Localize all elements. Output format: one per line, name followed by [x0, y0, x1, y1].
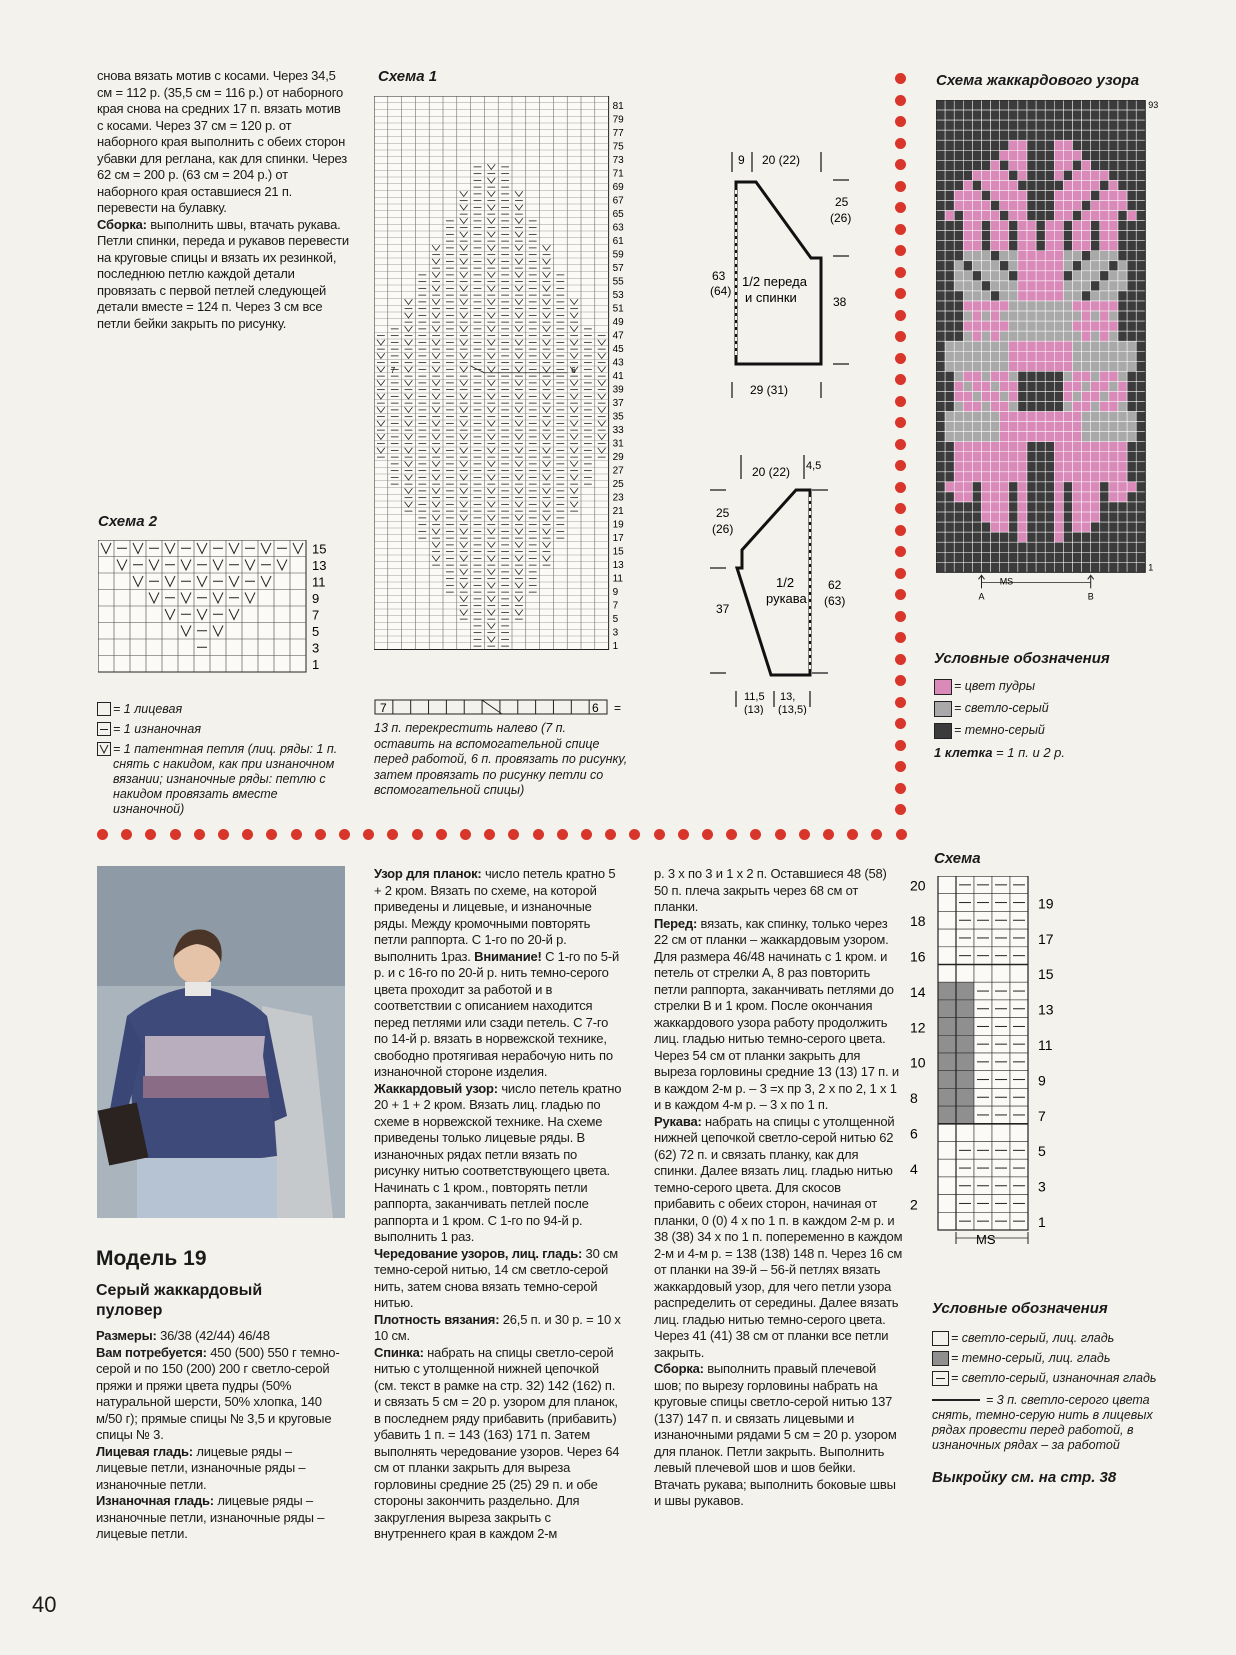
- divider-dot: [823, 829, 834, 840]
- cross-description: 13 п. перекрестить налево (7 п. оставить на вспомогательной спице перед работой, 6 п. провязать по рисунку, затем провязать по рисунку петли со вспомогательной спицы): [374, 721, 628, 797]
- col3-para-3: Рукава: набрать на спицы с утолщенной нижней цепочкой светло-серой нитью 62 (62) 72 п. и связать планку, как для спинки. Далее вязать лиц. гладью нитью темно-серого цвета. Для скосов прибавить с обеих сторон, начиная от планки, 0 (0) 4 х по 1 п. в каждом 2-м р. и 38 (38) 34 х по 1 п. попеременно в каждом 2-м и 4-м р. = 138 (138) 148 п. Через 16 см от планки на 39-й – 56-й петлях вязать жаккардовый узор, для чего петли узора распределить от середины. Далее вязать лиц. гладью нитью темно-серого цвета. Через 41 (41) 38 см от планки все петли закрыть.: [654, 1113, 903, 1360]
- scheme1-row-label: 3: [612, 627, 619, 639]
- scheme3-left-row-label: 8: [910, 1090, 918, 1107]
- scheme1-row-label: 23: [612, 492, 624, 504]
- col3-para-4: Сборка: выполнить правый плечевой шов; по вырезу горловины набрать на круговые спицы светло-серой нитью 137 (137) 147 п. и связать лицевыми и изнаночными рядами 5 см = 20 р. узором для планок. Петли закрыть. Выполнить левый плечевой шов и шов бейки. Втачать рукава; выполнить боковые швы и швы рукавов.: [654, 1361, 897, 1508]
- divider-dot: [629, 829, 640, 840]
- divider-dot: [557, 829, 568, 840]
- sleeve-top-width: 20 (22): [752, 465, 791, 479]
- scheme3-right-row-label: 7: [1038, 1107, 1046, 1124]
- divider-dot: [895, 267, 906, 278]
- divider-dot: [194, 829, 205, 840]
- purl-symbol-icon: [97, 722, 111, 736]
- scheme1-row-label: 47: [612, 330, 624, 342]
- divider-dot: [895, 611, 906, 622]
- divider-dot: [895, 783, 906, 794]
- jacquard-chart: [936, 100, 1166, 630]
- divider-dot: [895, 95, 906, 106]
- divider-dot: [895, 288, 906, 299]
- divider-dot: [460, 829, 471, 840]
- scheme1-row-label: 35: [612, 411, 624, 423]
- scheme1-row-label: 43: [612, 357, 624, 369]
- legend-knit: [97, 702, 347, 717]
- scheme3-right-row-label: 13: [1038, 1001, 1054, 1018]
- scheme2-row-label: 3: [312, 640, 320, 656]
- sleeve-label-1: 1/2: [776, 575, 795, 590]
- slip-line-icon: [932, 1399, 980, 1401]
- divider-dot: [895, 331, 906, 342]
- scheme1-row-label: 57: [612, 263, 624, 275]
- sleeve-cap-depth: 25: [716, 506, 730, 520]
- body-label-1: 1/2 переда: [742, 274, 807, 289]
- divider-dot: [895, 804, 906, 815]
- legend-brioche: [97, 742, 347, 817]
- divider-dot: [387, 829, 398, 840]
- divider-dot: [145, 829, 156, 840]
- divider-dot: [484, 829, 495, 840]
- scheme3-title: Схема: [934, 850, 981, 867]
- divider-dot: [799, 829, 810, 840]
- divider-dot: [895, 396, 906, 407]
- cross-equals: =: [614, 701, 622, 715]
- body-half-width: 29 (31): [750, 383, 789, 397]
- scheme2-row-label: 9: [312, 591, 320, 606]
- cell-note: [934, 745, 1174, 760]
- divider-dot: [895, 632, 906, 643]
- col2-para-2: Жаккардовый узор: число петель кратно 20 + 1 + 2 кром. Вязать лиц. гладью по схеме в норвежской технике. На схеме приведены только лицевые ряды. В изнаночных рядах петли вязать по рисунку нитью соответствующего цвета. Начинать с 1 кром., повторять петли раппорта, заканчивать петлей после раппорта и 1 кром. С 1-го по 94-й р. выполнить 1 раз.: [374, 1080, 622, 1244]
- divider-dot: [895, 460, 906, 471]
- divider-dot: [895, 310, 906, 321]
- divider-dot: [363, 829, 374, 840]
- legend-darkgray-text: = темно-серый: [954, 723, 1045, 737]
- divider-dot: [895, 439, 906, 450]
- scheme2-row-label: 7: [312, 607, 320, 623]
- scheme1-row-label: 5: [612, 614, 619, 626]
- divider-dot: [266, 829, 277, 840]
- legend-purl: [97, 722, 347, 737]
- scheme3-right-row-label: 1: [1038, 1214, 1046, 1230]
- divider-dot: [315, 829, 326, 840]
- divider-dot: [895, 761, 906, 772]
- divider-dot: [581, 829, 592, 840]
- col2-para-1: Узор для планок: число петель кратно 5 + 2 кром. Вязать по схеме, на которой приведены и лицевые, и изнаночные ряды. Между кромочными повторять петли раппорта. С 1-го по 20-й р. выполнить 1раз. Внимание! С 1-го по 5-й р. и с 16-го по 20-й р. нить темно-серого цвета проходит за работой и в соответствии с описанием находится перед петлями или сзади петель. С 7-го по 14-й р. вязать в норвежской технике, свободно протягивая нерабочую нить по изнаночной стороне изделия.: [374, 866, 620, 1079]
- legend-light-knit: = светло-серый, лиц. гладь: [932, 1331, 1172, 1346]
- divider-dot: [895, 181, 906, 192]
- sleeve-underarm-length: 37: [716, 602, 730, 616]
- scheme1-row-label: 21: [612, 506, 624, 518]
- legend-bottom: [932, 1300, 1172, 1486]
- scheme1-row-label: 51: [612, 303, 624, 315]
- divider-dot: [896, 829, 907, 840]
- scheme3-left-row-label: 2: [910, 1196, 918, 1213]
- scheme2-row-label: 5: [312, 624, 320, 639]
- scheme1-row-label: 45: [612, 344, 624, 356]
- divider-dot: [895, 245, 906, 256]
- legend-color-lightgray: [934, 701, 1174, 717]
- sleeve-cuff-width: 11,5: [744, 691, 765, 703]
- divider-dot: [895, 675, 906, 686]
- divider-dot: [895, 568, 906, 579]
- scheme1-row-label: 63: [612, 222, 624, 234]
- scheme1-row-label: 17: [612, 533, 624, 545]
- scheme3-right-row-label: 19: [1038, 895, 1054, 912]
- assembly-label: Сборка:: [97, 216, 147, 232]
- sleeve-top-small: 4,5: [806, 460, 822, 472]
- scheme1-row-label: 69: [612, 182, 624, 194]
- legend-light-purl: = светло-серый, изнаночная гладь: [932, 1371, 1172, 1386]
- divider-dot: [895, 546, 906, 557]
- jacquard-ms-label: MS: [999, 576, 1014, 587]
- arrow-a-label: A: [978, 591, 985, 602]
- col2-para-5: Спинка: набрать на спицы светло-серой нитью с утолщенной нижней цепочкой (см. текст в рамке на стр. 32) 142 (162) п. и связать 5 см = 20 р. узором для планок, в последнем ряду прибавить (прибавить) убавить 1 п. = 143 (163) 171 п. Затем выполнять чередование узоров. Через 64 см от планки закрыть для выреза горловины средние 25 (25) 29 п. и обе стороны закончить раздельно. Для закругления выреза закрыть с внутреннего края в каждом 2-м: [374, 1344, 620, 1541]
- knit-symbol-icon: [97, 702, 111, 716]
- scheme1-row-label: 53: [612, 290, 624, 302]
- divider-dot: [412, 829, 423, 840]
- divider-dot: [750, 829, 761, 840]
- legend-slip-note: = 3 п. светло-серого цвета снять, темно-серую нить в лицевых рядах провести перед работой, в изнаночных рядах – за работой: [932, 1393, 1153, 1452]
- scheme1-row-label: 37: [612, 398, 624, 410]
- scheme3-grid: [910, 876, 1060, 1266]
- legend-lightgray-text: = светло-серый: [954, 701, 1049, 715]
- scheme3-right-row-label: 15: [1038, 966, 1054, 983]
- divider-dot: [97, 829, 108, 840]
- legend-brioche-text: = 1 патентная петля (лиц. ряды: 1 п. снять с накидом, как при изнаночном вязании; изнаночные ряды: петлю с накидом провязать вместе изнаночной): [113, 742, 338, 816]
- scheme2-row-label: 11: [312, 574, 326, 590]
- divider-dot: [654, 829, 665, 840]
- instructions-col3: [654, 866, 904, 1510]
- scheme2-title: Схема 2: [98, 513, 158, 530]
- pink-swatch-icon: [934, 679, 952, 695]
- body-neck-width: 9: [738, 153, 745, 167]
- scheme1-grid: [374, 96, 644, 676]
- jacquard-title: Схема жаккардового узора: [936, 72, 1140, 89]
- cross-marker-left: 7: [390, 365, 396, 375]
- light-knit-icon: [932, 1331, 949, 1346]
- scheme1-row-label: 81: [612, 101, 624, 113]
- body-armhole-depth: 25: [835, 195, 849, 209]
- divider-dot: [895, 417, 906, 428]
- model-title: Модель 19: [96, 1247, 207, 1270]
- scheme3-left-row-label: 14: [910, 983, 926, 1000]
- scheme2-grid: [98, 540, 348, 680]
- sleeve-length: 62: [828, 578, 842, 592]
- cross-right-num: 6: [592, 701, 599, 715]
- scheme1-row-label: 25: [612, 479, 624, 491]
- scheme2-row-label: 15: [312, 541, 327, 557]
- divider-dot: [895, 740, 906, 751]
- legend-purl-text: = 1 изнаночная: [113, 722, 202, 736]
- jacquard-bottom-row-label: 1: [1148, 562, 1154, 573]
- sleeve-pattern-piece: [700, 455, 865, 715]
- intro-paragraph: снова вязать мотив с косами. Через 34,5 см = 112 р. (35,5 см = 116 р.) от наборного края снова на средних 17 п. вязать мотив с косами. Через 37 см = 120 р. от наборного края выполнить с обеих сторон убавки для реглана, как для спинки. Через 62 см = 200 р. (63 см = 204 р.) от наборного края оставшиеся 21 п. перевести на булавку.: [97, 68, 347, 215]
- divider-dot: [170, 829, 181, 840]
- scheme1-row-label: 55: [612, 276, 624, 288]
- scheme3-left-row-label: 18: [910, 913, 926, 930]
- divider-dot: [436, 829, 447, 840]
- body-pattern-piece: [690, 140, 860, 400]
- sleeve-label-2: рукава: [766, 591, 807, 606]
- divider-dot: [508, 829, 519, 840]
- divider-dot: [895, 482, 906, 493]
- col2-para-3: Чередование узоров, лиц. гладь: 30 см темно-серой нитью, 14 см светло-серой нить, затем снова вязать темно-серой нитью.: [374, 1245, 619, 1310]
- cable-cross-symbol: [374, 696, 634, 718]
- scheme3-right-row-label: 11: [1038, 1037, 1053, 1053]
- divider-dot: [871, 829, 882, 840]
- divider-dot: [895, 73, 906, 84]
- legend-left: [97, 702, 347, 822]
- page-number: 40: [32, 1592, 57, 1617]
- scheme2-row-label: 1: [312, 657, 320, 672]
- body-length: 63: [712, 269, 726, 283]
- scheme3-left-row-label: 6: [910, 1125, 918, 1142]
- scheme1-row-label: 59: [612, 249, 624, 261]
- legend-bottom-title: Условные обозначения: [932, 1300, 1108, 1317]
- brioche-symbol-icon: [97, 742, 111, 756]
- body-length-alt: (64): [710, 284, 732, 298]
- scheme3-left-row-label: 12: [910, 1019, 926, 1036]
- sleeve-cuff-width-alt: (13): [744, 704, 764, 715]
- body-label-2: и спинки: [745, 290, 797, 305]
- model-materials: Вам потребуется: 450 (500) 550 г темно-серой и по 150 (200) 200 г светло-серой пряжи и пряжи цвета пудры (50% натуральной шерсти, 50% хлопка, 140 м/50 г); прямые спицы № 3,5 и круговые спицы № 3.: [96, 1344, 340, 1442]
- divider-dot: [702, 829, 713, 840]
- scheme3-right-row-label: 9: [1038, 1072, 1046, 1089]
- scheme1-row-label: 19: [612, 519, 624, 531]
- scheme1-row-label: 13: [612, 560, 624, 572]
- divider-dot: [895, 374, 906, 385]
- scheme3-right-row-label: 17: [1038, 930, 1054, 947]
- pattern-reference: Выкройку см. на стр. 38: [932, 1469, 1117, 1486]
- model-sizes: Размеры: 36/38 (42/44) 46/48: [96, 1328, 270, 1343]
- col3-para-2: Перед: вязать, как спинку, только через 22 см от планки – жаккардовым узором. Для размера 46/48 начинать с 1 кром. и петель от стрелки А, 8 раз повторить петли раппорта, заканчивать петлями до стрелки В и 1 кром. После окончания жаккардового узора работу продолжить лиц. гладью нитью темно-серого цвета. Через 54 см от планки закрыть для выреза горловины средние 13 (13) 17 п. и в каждом 2-м р. – 3 =х пр 3, 2 х по 2, 1 х 1 и в каждом 4-м р. – 3 х по 1 п.: [654, 915, 899, 1112]
- scheme1-row-label: 75: [612, 141, 624, 153]
- divider-dot: [895, 503, 906, 514]
- model-details: [96, 1328, 344, 1543]
- divider-dot: [218, 829, 229, 840]
- divider-dot: [605, 829, 616, 840]
- legend-colors-title: Условные обозначения: [934, 650, 1110, 667]
- scheme1-row-label: 49: [612, 317, 624, 329]
- divider-dot: [533, 829, 544, 840]
- scheme1-row-label: 77: [612, 128, 624, 140]
- scheme3-left-row-label: 4: [910, 1160, 918, 1177]
- divider-dot: [678, 829, 689, 840]
- cell-note-bold: 1 клетка: [934, 745, 993, 760]
- divider-dot: [895, 138, 906, 149]
- divider-dot: [775, 829, 786, 840]
- body-side-length: 38: [833, 295, 847, 309]
- divider-dot: [895, 159, 906, 170]
- divider-dot: [895, 202, 906, 213]
- scheme1-row-label: 33: [612, 425, 624, 437]
- divider-dot: [895, 353, 906, 364]
- scheme3-left-row-label: 10: [910, 1054, 926, 1071]
- intro-text-block: [97, 68, 349, 332]
- model-reverse-stockinette: Изнаночная гладь: лицевые ряды – изнаночные петли, изнаночные ряды – лицевые петли.: [96, 1493, 325, 1541]
- scheme1-row-label: 61: [612, 236, 624, 248]
- divider-dot: [726, 829, 737, 840]
- scheme1-row-label: 73: [612, 155, 624, 167]
- scheme1-row-label: 15: [612, 546, 624, 558]
- dark-knit-icon: [932, 1351, 949, 1366]
- scheme1-row-label: 29: [612, 452, 624, 464]
- sleeve-length-alt: (63): [824, 594, 846, 608]
- scheme1-row-label: 9: [612, 587, 619, 599]
- divider-dot: [895, 224, 906, 235]
- cell-note-text: = 1 п. и 2 р.: [992, 745, 1065, 760]
- assembly-text: выполнить швы, втачать рукава. Петли спинки, переда и рукавов перевести на круговые спицы и вязать их резинкой, последнюю петлю каждой детали провязать с первой петлей следующей детали вместе = 124 п. Через 3 см все петли бейки закрыть по рисунку.: [97, 216, 349, 331]
- divider-dot: [121, 829, 132, 840]
- jacquard-top-row-label: 93: [1148, 100, 1159, 110]
- col2-para-4: Плотность вязания: 26,5 п. и 30 р. = 10 х 10 см.: [374, 1311, 621, 1343]
- scheme1-row-label: 27: [612, 465, 624, 477]
- light-purl-icon: [932, 1371, 949, 1386]
- divider-dot: [895, 697, 906, 708]
- divider-dot: [291, 829, 302, 840]
- scheme1-row-label: 11: [612, 573, 623, 585]
- scheme3-right-row-label: 5: [1038, 1143, 1046, 1160]
- scheme1-row-label: 41: [612, 371, 624, 383]
- sleeve-half-width: 13,: [780, 691, 796, 703]
- sleeve-half-width-alt: (13,5): [778, 704, 807, 715]
- scheme1-row-label: 7: [612, 600, 619, 612]
- divider-dot: [339, 829, 350, 840]
- scheme3-left-row-label: 16: [910, 948, 926, 965]
- scheme1-row-label: 65: [612, 209, 624, 221]
- divider-dot: [895, 525, 906, 536]
- lightgray-swatch-icon: [934, 701, 952, 717]
- sleeve-cap-depth-alt: (26): [712, 522, 734, 536]
- assembly-paragraph: [97, 217, 349, 333]
- scheme1-row-label: 79: [612, 114, 624, 126]
- divider-dot: [895, 654, 906, 665]
- divider-dot: [242, 829, 253, 840]
- scheme1-row-label: 71: [612, 168, 624, 180]
- legend-dark-knit: = темно-серый, лиц. гладь: [932, 1351, 1172, 1366]
- instructions-col2: [374, 866, 624, 1543]
- scheme1-row-label: 1: [612, 641, 619, 653]
- scheme3-ms-label: MS: [976, 1232, 996, 1247]
- scheme1-row-label: 31: [612, 438, 624, 450]
- scheme2-row-label: 13: [312, 558, 327, 573]
- col3-para-1: р. 3 х по 3 и 1 х 2 п. Оставшиеся 48 (58) 50 п. плеча закрыть через 68 см от планки.: [654, 866, 887, 914]
- body-armhole-depth-alt: (26): [830, 211, 852, 225]
- divider-dot: [895, 589, 906, 600]
- legend-color-pink: [934, 679, 1174, 695]
- divider-dot: [895, 718, 906, 729]
- model-stockinette: Лицевая гладь: лицевые ряды – лицевые петли, изнаночные ряды – изнаночные петли.: [96, 1443, 306, 1492]
- scheme1-row-label: 67: [612, 195, 624, 207]
- divider-dot: [847, 829, 858, 840]
- darkgray-swatch-icon: [934, 723, 952, 739]
- cross-left-num: 7: [380, 701, 387, 715]
- legend-color-darkgray: [934, 723, 1174, 739]
- legend-colors: [934, 650, 1174, 760]
- scheme1-row-label: 39: [612, 384, 624, 396]
- legend-pink-text: = цвет пудры: [954, 679, 1036, 693]
- scheme1-title: Схема 1: [378, 68, 438, 85]
- scheme3-left-row-label: 20: [910, 877, 926, 894]
- model-subtitle: Серый жаккардовый пуловер: [96, 1282, 263, 1319]
- divider-dot: [895, 116, 906, 127]
- body-shoulder-width: 20 (22): [762, 153, 801, 167]
- legend-knit-text: = 1 лицевая: [113, 702, 183, 716]
- scheme3-right-row-label: 3: [1038, 1178, 1046, 1195]
- arrow-b-label: B: [1087, 591, 1094, 602]
- model-photo: [97, 866, 345, 1218]
- cross-marker-right: 6: [571, 365, 576, 375]
